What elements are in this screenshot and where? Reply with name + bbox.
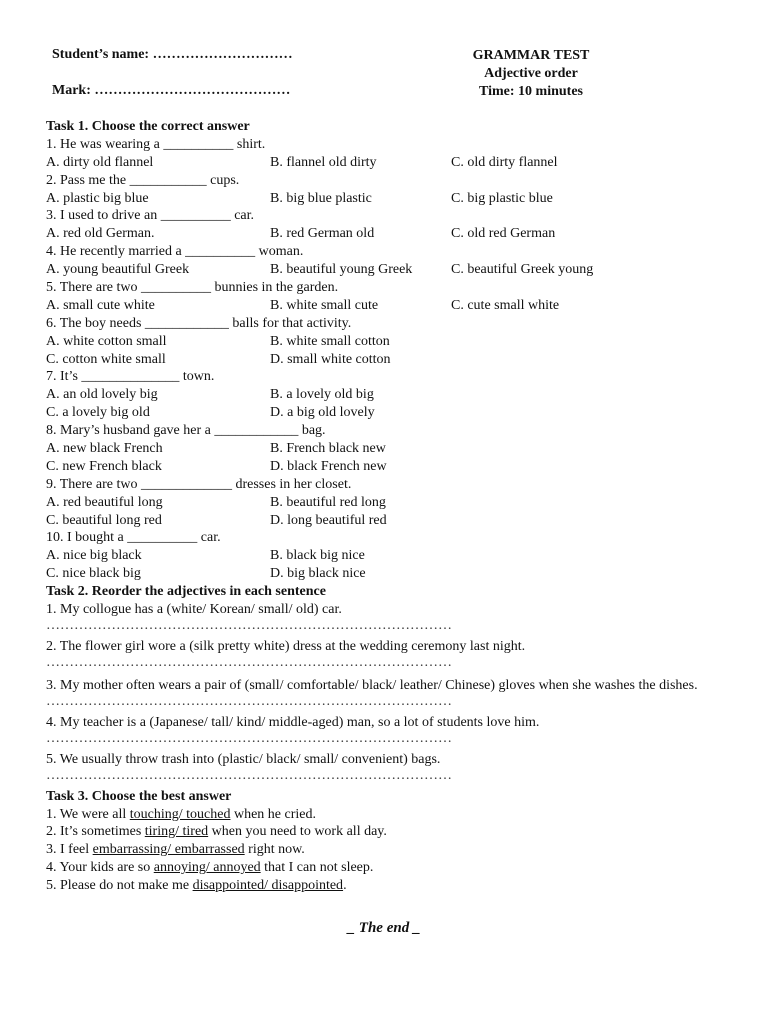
reorder-sentence: 1. My collogue has a (white/ Korean/ small/ old) car. xyxy=(46,602,342,618)
the-end-footer: _ The end _ xyxy=(347,920,421,936)
option-b: B. beautiful young Greek xyxy=(270,262,413,278)
option-b: B. a lovely old big xyxy=(270,387,374,403)
option-b: B. red German old xyxy=(270,226,375,242)
answer-line[interactable]: …………………………………………………………………………… xyxy=(46,694,452,709)
option-a: A. red old German. xyxy=(46,226,155,242)
answer-line[interactable]: …………………………………………………………………………… xyxy=(46,655,452,670)
reorder-sentence: 5. We usually throw trash into (plastic/ black/ small/ convenient) bags. xyxy=(46,751,441,767)
student-name-field: Student’s name: ………………………… xyxy=(52,47,293,62)
question: 7. It’s ______________ town. xyxy=(46,369,215,385)
question: 1. He was wearing a __________ shirt. xyxy=(46,136,266,152)
test-content xyxy=(46,118,722,895)
question: 8. Mary’s husband gave her a ____________ bag. xyxy=(46,423,326,439)
reorder-sentence: 4. My teacher is a (Japanese/ tall/ kind/ middle-aged) man, so a lot of students love him. xyxy=(46,714,540,730)
item-prefix: 1. We were all xyxy=(46,806,130,822)
question: 3. I used to drive an __________ car. xyxy=(46,208,255,224)
option-c: C. beautiful Greek young xyxy=(451,262,594,278)
answer-line[interactable]: …………………………………………………………………………… xyxy=(46,768,452,783)
option-d: D. black French new xyxy=(270,458,387,474)
option-a: A. dirty old flannel xyxy=(46,154,154,170)
option-c: C. cute small white xyxy=(451,297,560,313)
word-choice[interactable]: disappointed/ disappointed xyxy=(192,878,344,894)
item-suffix: that I can not sleep. xyxy=(260,860,374,876)
word-choice[interactable]: embarrassing/ embarrassed xyxy=(92,842,245,858)
option-a: A. red beautiful long xyxy=(46,494,163,510)
task3-item xyxy=(46,877,722,895)
item-prefix: 2. It’s sometimes xyxy=(46,824,145,840)
option-c: C. nice black big xyxy=(46,566,141,582)
question: 9. There are two _____________ dresses in her closet. xyxy=(46,476,352,492)
item-suffix: right now. xyxy=(244,842,305,858)
option-b: B. big blue plastic xyxy=(270,190,372,206)
option-c: C. big plastic blue xyxy=(451,190,553,206)
option-c: C. beautiful long red xyxy=(46,512,162,528)
word-choice[interactable]: touching/ touched xyxy=(129,806,231,822)
test-subtitle: Adjective order xyxy=(484,66,578,81)
option-c: C. new French black xyxy=(46,458,162,474)
item-prefix: 3. I feel xyxy=(46,842,93,858)
task3-item xyxy=(46,823,722,841)
option-d: D. big black nice xyxy=(270,566,366,582)
options-row xyxy=(46,261,722,279)
options-row xyxy=(46,404,722,422)
item-suffix: . xyxy=(343,878,347,894)
options-row xyxy=(46,351,722,369)
reorder-sentence: 3. My mother often wears a pair of (small/ comfortable/ black/ leather/ Chinese) gloves when she washes the dishes. xyxy=(46,677,698,693)
option-d: D. a big old lovely xyxy=(270,405,375,421)
options-row xyxy=(46,458,722,476)
option-b: B. beautiful red long xyxy=(270,494,386,510)
item-suffix: when he cried. xyxy=(230,806,316,822)
option-a: A. an old lovely big xyxy=(46,387,158,403)
options-row xyxy=(46,547,722,565)
option-d: D. long beautiful red xyxy=(270,512,387,528)
item-prefix: 5. Please do not make me xyxy=(46,878,193,894)
option-b: B. white small cute xyxy=(270,297,379,313)
options-row xyxy=(46,333,722,351)
answer-line[interactable]: …………………………………………………………………………… xyxy=(46,618,452,633)
task3-item xyxy=(46,841,722,859)
task1-title: Task 1. Choose the correct answer xyxy=(46,119,250,134)
option-a: A. young beautiful Greek xyxy=(46,262,190,278)
question: 5. There are two __________ bunnies in the garden. xyxy=(46,280,339,296)
answer-line[interactable]: …………………………………………………………………………… xyxy=(46,731,452,746)
option-b: B. black big nice xyxy=(270,548,365,564)
mark-field: Mark: …………………………………… xyxy=(52,83,291,98)
option-b: B. flannel old dirty xyxy=(270,154,377,170)
options-row xyxy=(46,494,722,512)
test-title xyxy=(431,47,631,101)
option-d: D. small white cotton xyxy=(270,351,391,367)
option-a: A. new black French xyxy=(46,441,163,457)
option-b: B. white small cotton xyxy=(270,333,390,349)
question: 10. I bought a __________ car. xyxy=(46,530,221,546)
task3-title: Task 3. Choose the best answer xyxy=(46,788,232,804)
option-a: A. white cotton small xyxy=(46,333,167,349)
options-row xyxy=(46,154,722,172)
options-row xyxy=(46,225,722,243)
option-a: A. plastic big blue xyxy=(46,190,149,206)
option-c: C. a lovely big old xyxy=(46,405,150,421)
test-title-text: GRAMMAR TEST xyxy=(472,48,590,63)
test-time: Time: 10 minutes xyxy=(479,84,583,99)
question: 6. The boy needs ____________ balls for that activity. xyxy=(46,315,352,331)
options-row xyxy=(46,565,722,583)
option-a: A. nice big black xyxy=(46,548,142,564)
question: 2. Pass me the ___________ cups. xyxy=(46,172,240,188)
options-row xyxy=(46,440,722,458)
options-row xyxy=(46,190,722,208)
task2-title: Task 2. Reorder the adjectives in each sentence xyxy=(46,584,326,600)
option-c: C. old red German xyxy=(451,226,556,242)
options-row xyxy=(46,297,722,315)
option-b: B. French black new xyxy=(270,441,386,457)
item-prefix: 4. Your kids are so xyxy=(46,860,154,876)
task3-item xyxy=(46,859,722,877)
options-row xyxy=(46,386,722,404)
word-choice[interactable]: annoying/ annoyed xyxy=(153,860,261,876)
word-choice[interactable]: tiring/ tired xyxy=(144,824,209,840)
task3-item xyxy=(46,806,722,824)
option-c: C. cotton white small xyxy=(46,351,166,367)
item-suffix: when you need to work all day. xyxy=(208,824,387,840)
option-c: C. old dirty flannel xyxy=(451,154,558,170)
question: 4. He recently married a __________ woman. xyxy=(46,244,304,260)
options-row xyxy=(46,512,722,530)
option-a: A. small cute white xyxy=(46,297,155,313)
reorder-sentence: 2. The flower girl wore a (silk pretty white) dress at the wedding ceremony last night. xyxy=(46,638,526,654)
